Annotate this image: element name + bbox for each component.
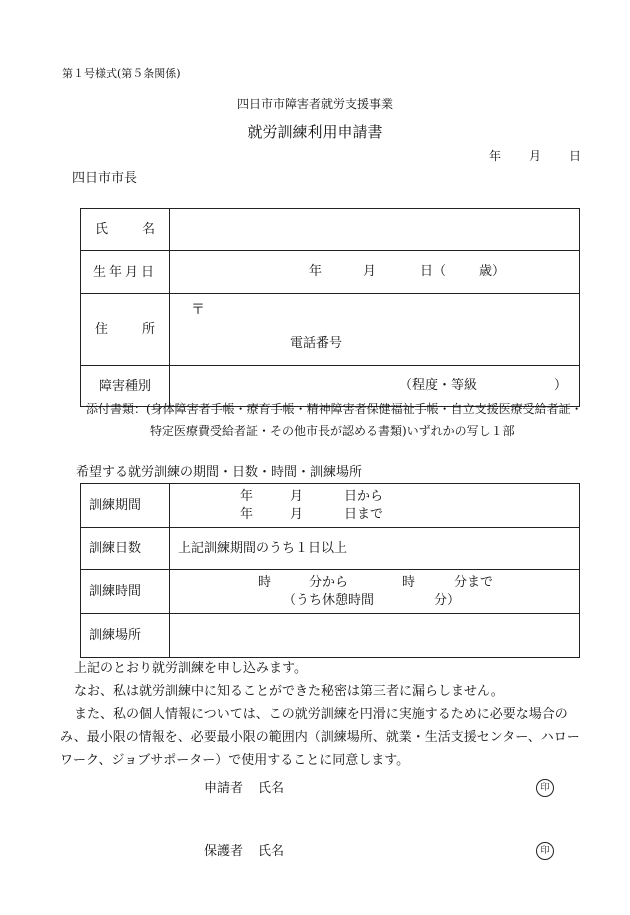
dob-row [81, 251, 580, 294]
declaration-line-3: また、私の個人情報については、この就労訓練を円滑に実施するために必要な場合の [74, 707, 568, 722]
date-month-label: 月 [529, 149, 542, 163]
training-place-label: 訓練場所 [81, 614, 170, 658]
time-to-hour: 時 [402, 575, 416, 590]
dob-label-text: 生年月日 [92, 264, 157, 280]
disability-label: 障害種別 [81, 366, 170, 407]
declaration-line-2: なお、私は就労訓練中に知ることができた秘密は第三者に漏らしません。 [74, 684, 504, 699]
period-to-month: 月 [290, 507, 304, 522]
training-table [80, 483, 580, 658]
training-time-field[interactable] [170, 570, 580, 614]
postal-mark: 〒 [191, 302, 205, 318]
name-label-first: 氏 [95, 222, 109, 237]
training-days-row [81, 528, 580, 570]
phone-label: 電話番号 [290, 336, 343, 351]
applicant-info-table [80, 208, 580, 407]
period-from-day: 日から [344, 489, 384, 504]
time-from-minute: 分から [309, 575, 349, 590]
date-year-label: 年 [489, 149, 502, 163]
declaration-line-1: 上記のとおり就労訓練を申し込みます。 [74, 661, 307, 676]
disability-degree-close: ） [554, 378, 568, 393]
period-to-year: 年 [240, 507, 254, 522]
dob-month-label: 月 [363, 264, 377, 279]
break-time-label: （うち休憩時間 [283, 593, 375, 608]
program-name: 四日市市障害者就労支援事業 [236, 97, 393, 111]
name-label-cell [81, 209, 170, 251]
training-period-field[interactable] [170, 484, 580, 528]
period-from-year: 年 [240, 489, 254, 504]
applicant-name-label: 氏名 [258, 781, 285, 796]
guardian-seal-icon: 印 [536, 842, 554, 860]
address-label-first: 住 [95, 322, 109, 337]
period-from-month: 月 [290, 489, 304, 504]
training-days-field[interactable] [170, 528, 580, 570]
disability-degree-label: （程度・等級 [399, 378, 478, 393]
dob-label [81, 251, 170, 294]
break-time-close: 分） [434, 593, 461, 608]
name-field[interactable] [170, 209, 580, 251]
training-place-field[interactable] [170, 614, 580, 658]
dob-day-label: 日（ [420, 264, 447, 279]
training-period-row [81, 484, 580, 528]
addressee: 四日市市長 [72, 171, 138, 186]
training-time-row [81, 570, 580, 614]
applicant-seal-icon: 印 [536, 779, 554, 797]
dob-year-label: 年 [309, 264, 323, 279]
date-day-label: 日 [569, 149, 582, 163]
applicant-signature-label: 申請者 [204, 781, 244, 796]
guardian-signature-label: 保護者 [204, 844, 244, 859]
guardian-name-label: 氏名 [258, 844, 285, 859]
training-time-label: 訓練時間 [81, 570, 170, 614]
disability-field[interactable] [170, 366, 580, 407]
address-row [81, 294, 580, 366]
training-days-value: 上記訓練期間のうち１日以上 [178, 541, 348, 556]
period-to-day: 日まで [344, 507, 384, 522]
address-label-cell [81, 294, 170, 366]
declaration-line-4: み、最小限の情報を、必要最小限の範囲内（訓練場所、就業・生活支援センター、ハロー [60, 730, 580, 745]
training-place-row [81, 614, 580, 658]
page-title: 就労訓練利用申請書 [247, 123, 383, 141]
training-section-title: 希望する就労訓練の期間・日数・時間・訓練場所 [76, 465, 363, 480]
attachments-note-line1: 添付書類：(身体障害者手帳・療育手帳・精神障害者保健福祉手帳・自立支援医療受給者証・ [86, 402, 583, 416]
dob-field[interactable] [170, 251, 580, 294]
dob-age-label: 歳） [479, 264, 506, 279]
address-field[interactable] [170, 294, 580, 366]
name-row [81, 209, 580, 251]
training-period-label: 訓練期間 [81, 484, 170, 528]
time-from-hour: 時 [258, 575, 272, 590]
name-label-second: 名 [141, 222, 155, 237]
attachments-note-line2: 特定医療費受給者証・その他市長が認める書類)いずれかの写し１部 [150, 424, 515, 438]
disability-row [81, 366, 580, 407]
form-number-label: 第１号様式(第５条関係) [62, 67, 181, 80]
training-days-label: 訓練日数 [81, 528, 170, 570]
time-to-minute: 分まで [454, 575, 494, 590]
declaration-line-5: ワーク、ジョブサポーター）で使用することに同意します。 [60, 753, 410, 768]
address-label-second: 所 [141, 322, 155, 337]
